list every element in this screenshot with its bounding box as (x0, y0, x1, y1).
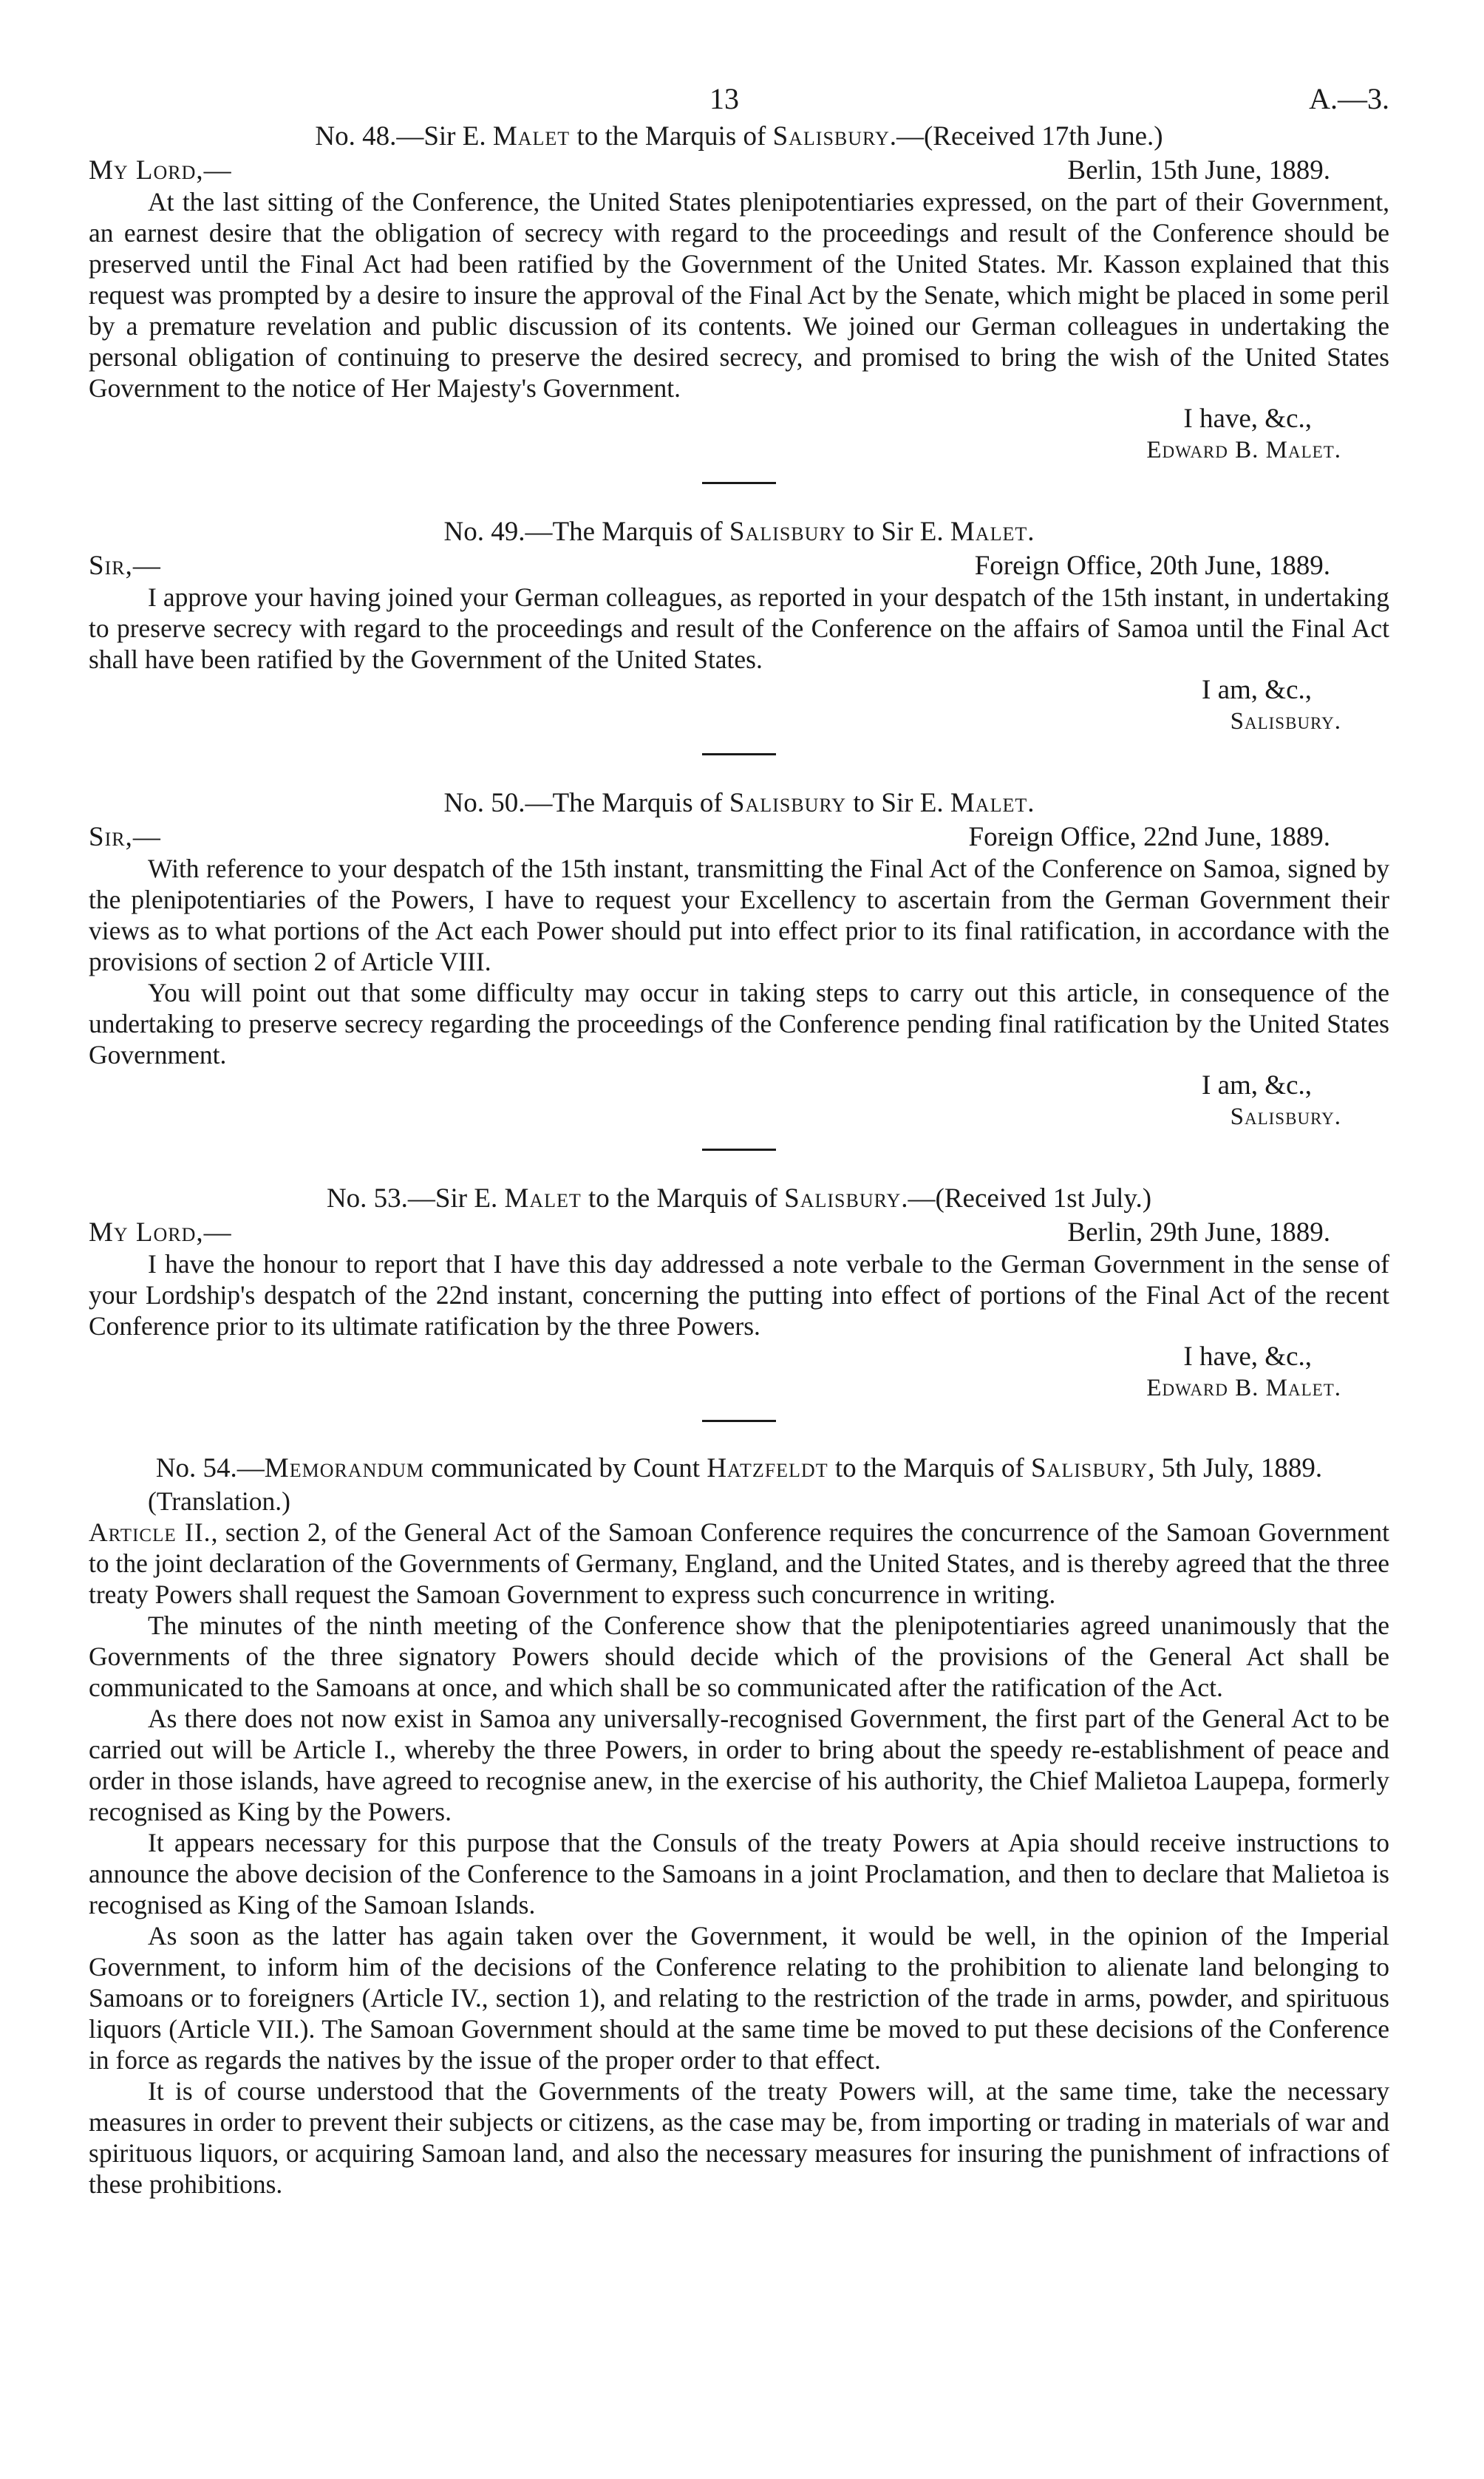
place-date: Berlin, 15th June, 1889. (1067, 155, 1330, 186)
letter-paragraph: With reference to your despatch of the 15th instant, transmitting the Final Act of the Conference on Samoa, signed by the plenipotentiaries of the Powers, I have to request your Excellency to ascertain from the German Government their views as to what portions of the Act each Power should put into effect prior to its final ratification, in accordance with the provisions of section 2 of Article VIII. (89, 854, 1389, 976)
salutation-line (89, 822, 1389, 853)
section-divider (702, 753, 776, 755)
letter-paragraph: I have the honour to report that I have this day addressed a note verbale to the German Government in the sense of your Lordship's despatch of the 22nd instant, concerning the putting into effect of portions of the Final Act of the recent Conference prior to its ultimate ratification by the three Powers. (89, 1249, 1389, 1341)
letter-title: No. 48.—Sir E. Malet to the Marquis of Salisbury.—(Received 17th June.) (315, 121, 1163, 152)
letter-title: No. 50.—The Marquis of Salisbury to Sir E. Malet. (443, 788, 1035, 818)
letter-53 (89, 1180, 1389, 1404)
signature: Edward B. Malet. (1146, 1375, 1341, 1401)
letter-paragraph: At the last sitting of the Conference, the United States plenipotentiaries expressed, on the part of their Government, an earnest desire that the obligation of secrecy with regard to the proceedings and result of the Conference should be preserved until the Final Act had been ratified by the Government of the United States. Mr. Kasson explained that this request was prompted by a desire to insure the approval of the Final Act by the Senate, which might be placed in some peril by a premature revelation and public discussion of its contents. We joined our German colleagues in undertaking the personal obligation of continuing to preserve the desired secrecy, and promised to bring the wish of the United States Government to the notice of Her Majesty's Government. (89, 187, 1389, 403)
signature: Salisbury. (1230, 1104, 1341, 1130)
letter-title: No. 53.—Sir E. Malet to the Marquis of Salisbury.—(Received 1st July.) (326, 1183, 1152, 1214)
letter-title: No. 49.—The Marquis of Salisbury to Sir E. Malet. (443, 517, 1035, 547)
closing: I am, &c., (1202, 675, 1312, 705)
salutation-line (89, 1217, 1389, 1248)
closing: I am, &c., (1202, 1070, 1312, 1101)
letter-50 (89, 785, 1389, 1132)
section-divider (702, 482, 776, 484)
section-divider (702, 1149, 776, 1151)
page-header (89, 74, 1389, 118)
salutation-line (89, 155, 1389, 186)
closing: I have, &c., (1183, 404, 1312, 434)
place-date: Foreign Office, 22nd June, 1889. (968, 822, 1330, 852)
place-date: Foreign Office, 20th June, 1889. (974, 551, 1330, 581)
memorandum-54 (89, 1452, 1389, 2200)
salutation: My Lord,— (89, 155, 232, 186)
closing: I have, &c., (1183, 1341, 1312, 1372)
signature: Salisbury. (1230, 708, 1341, 735)
memorandum-paragraph: As there does not now exist in Samoa any universally-recognised Government, the first part of the General Act to be carried out will be Article I., whereby the three Powers, in order to bring about the speedy re-establishment of peace and order in those islands, have agreed to recognise anew, in the exercise of his authority, the Chief Malietoa Laupepa, formerly recognised as King by the Powers. (89, 1704, 1389, 1826)
translation-note: (Translation.) (148, 1486, 290, 1516)
document-reference: A.—3. (1309, 82, 1389, 115)
letter-49 (89, 514, 1389, 737)
document-page (89, 74, 1389, 2200)
memorandum-paragraph: The minutes of the ninth meeting of the Conference show that the plenipotentiaries agreed unanimously that the Governments of the three signatory Powers should decide which of the provisions of the General Act shall be communicated to the Samoans at once, and which shall be so communicated after the ratification of the Act. (89, 1611, 1389, 1702)
page-number: 13 (709, 82, 739, 115)
memorandum-paragraph: It appears necessary for this purpose that the Consuls of the treaty Powers at Apia should receive instructions to announce the above decision of the Conference to the Samoans in a joint Proclamation, and then to declare that Malietoa is recognised as King of the Samoan Islands. (89, 1828, 1389, 1919)
letter-48 (89, 118, 1389, 466)
letter-paragraph: You will point out that some difficulty may occur in taking steps to carry out this article, in consequence of the undertaking to preserve secrecy regarding the proceedings of the Conference pending final ratification by the United States Government. (89, 978, 1389, 1070)
salutation: Sir,— (89, 822, 161, 852)
memorandum-title: No. 54.—Memorandum communicated by Count Hatzfeldt to the Marquis of Salisbury, 5th July, 1889. (155, 1453, 1323, 1483)
letter-paragraph: I approve your having joined your German colleagues, as reported in your despatch of the 15th instant, in undertaking to preserve secrecy with regard to the proceedings and result of the Conference on the affairs of Samoa until the Final Act shall have been ratified by the Government of the United States. (89, 582, 1389, 674)
memorandum-paragraph: It is of course understood that the Governments of the treaty Powers will, at the same time, take the necessary measures in order to prevent their subjects or citizens, as the case may be, from importing or trading in materials of war and spirituous liquors, or acquiring Samoan land, and also the necessary measures for insuring the punishment of infractions of these prohibitions. (89, 2076, 1389, 2199)
salutation-line (89, 551, 1389, 582)
salutation: Sir,— (89, 551, 161, 581)
place-date: Berlin, 29th June, 1889. (1067, 1217, 1330, 1248)
section-divider (702, 1420, 776, 1422)
memorandum-paragraph: As soon as the latter has again taken over the Government, it would be well, in the opinion of the Imperial Government, to inform him of the decisions of the Conference relating to the prohibition to alienate land belonging to Samoans or to foreigners (Article IV., section 1), and relating to the restriction of the trade in arms, powder, and spirituous liquors (Article VII.). The Samoan Government should at the same time be moved to put these decisions of the Conference in force as regards the natives by the issue of the proper order to that effect. (89, 1921, 1389, 2075)
signature: Edward B. Malet. (1146, 437, 1341, 463)
salutation: My Lord,— (89, 1217, 232, 1248)
memorandum-paragraph: Article II., section 2, of the General Act of the Samoan Conference requires the concurrence of the Samoan Government to the joint declaration of the Governments of Germany, England, and the United States, and is thereby agreed that the three treaty Powers shall request the Samoan Government to express such concurrence in writing. (89, 1517, 1389, 1609)
